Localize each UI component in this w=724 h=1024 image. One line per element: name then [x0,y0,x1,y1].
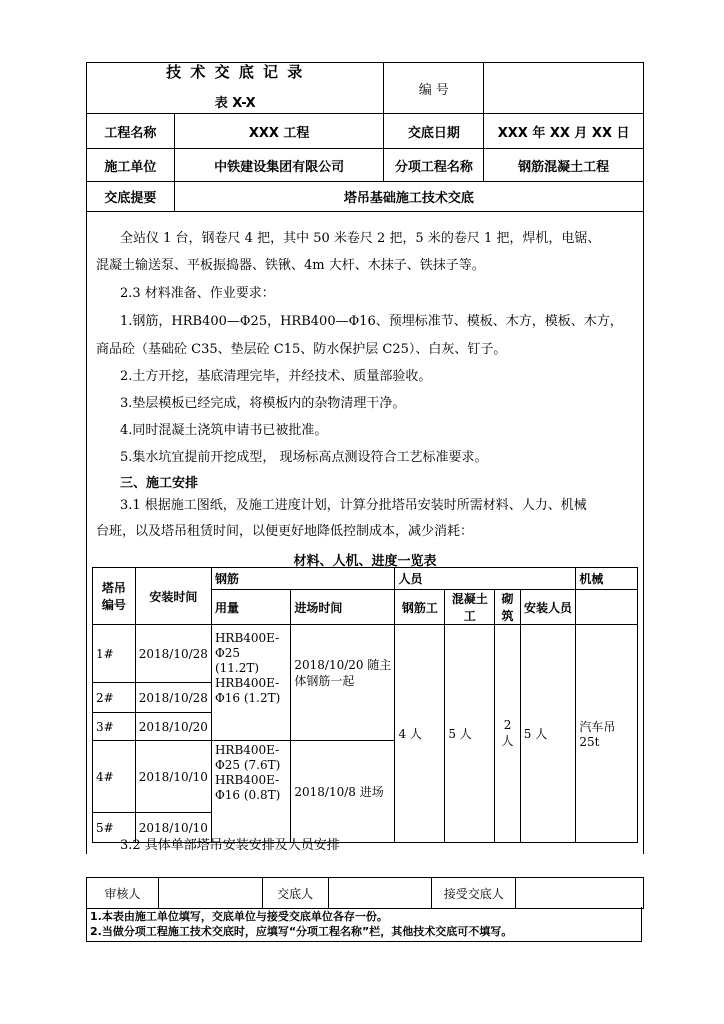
subproject-value[interactable]: 钢筋混凝土工程 [484,149,644,182]
crane-no-cell: 3# [93,713,136,741]
paragraph-equipment: 全站仪 1 台，钢卷尺 4 把，其中 50 米卷尺 2 把，5 米的卷尺 1 把，焊机，电锯、 [120,231,601,246]
install-time-cell: 2018/10/28 [135,625,211,683]
install-time-cell: 2018/10/20 [135,713,211,741]
entry-time-cell-a: 2018/10/20 随主体钢筋一起 [291,625,395,741]
crane-no-cell: 2# [93,683,136,713]
document-title: 技 术 交 底 记 录 [166,63,305,81]
crane-no-cell: 4# [93,741,136,813]
table-title: 材料、人机、进度一览表 [293,554,437,569]
masons-cell: 2 人 [495,625,521,843]
unit-label: 施工单位 [87,149,175,182]
installers-cell: 5 人 [520,625,576,843]
code-label: 编 号 [384,63,484,114]
note-1: 1.本表由施工单位填写，交底单位与接受交底单位各存一份。 [90,910,388,923]
header-people: 人员 [395,568,576,590]
install-time-cell: 2018/10/28 [135,683,211,713]
paragraph-materials-heading: 2.3 材料准备、作业要求： [120,286,275,301]
note-2: 2.当做分项工程施工技术交底时，应填写“分项工程名称”栏，其他技术交底可不填写。 [90,925,513,938]
code-value[interactable] [484,63,644,114]
paragraph-plan: 3.1 根据施工图纸，及施工进度计划，计算分批塔吊安装时所需材料、人力、机械 [120,498,587,513]
date-label: 交底日期 [384,114,484,149]
paragraph-sump: 5.集水坑宜提前开挖成型， 现场标高点测设符合工艺标准要求。 [120,450,488,465]
crane-no-cell: 5# [93,813,136,843]
header-installer: 安装人员 [520,590,576,625]
section-heading-arrangement: 三、施工安排 [120,476,199,491]
discloser-field[interactable] [328,878,432,909]
unit-value[interactable]: 中铁建设集团有限公司 [174,149,384,182]
project-label: 工程名称 [87,114,175,149]
amount-cell-a: HRB400E-Φ25 (11.2T) HRB400E-Φ16 (1.2T) [211,625,290,741]
header-crane-no: 塔吊编号 [93,568,136,625]
summary-label: 交底提要 [87,182,175,212]
machine-cell: 汽车吊 25t [576,625,638,843]
concrete-workers-cell: 5 人 [445,625,495,843]
paragraph-plan-cont: 台班，以及塔吊租赁时间，以便更好地降低控制成本，减少消耗： [96,524,474,539]
receiver-label: 接受交底人 [432,878,516,909]
subproject-label: 分项工程名称 [384,149,484,182]
receiver-field[interactable] [516,878,644,909]
paragraph-approval: 4.同时混凝土浇筑申请书已被批准。 [120,423,328,438]
header-entry-time: 进场时间 [291,590,395,625]
reviewer-field[interactable] [158,878,262,909]
header-concrete-worker: 混凝土工 [445,590,495,625]
paragraph-schedule: 3.2 具体单部塔吊安装安排及人员安排 [120,838,340,853]
materials-table [92,567,638,843]
header-steel: 钢筋 [211,568,395,590]
paragraph-rebar: 1.钢筋，HRB400—Φ25，HRB400—Φ16、预埋标准节、模板、木方，模板、木方， [120,314,623,329]
header-install-time: 安装时间 [135,568,211,625]
header-amount: 用量 [211,590,290,625]
header-mason: 砌筑 [495,590,521,625]
amount-cell-b: HRB400E-Φ25 (7.6T) HRB400E-Φ16 (0.8T) [211,741,290,843]
signature-table [86,877,644,909]
paragraph-excavation: 2.土方开挖，基底清理完毕，并经技术、质量部验收。 [120,369,432,384]
install-time-cell: 2018/10/10 [135,741,211,813]
notes-box [86,907,642,942]
header-machine: 机械 [576,568,638,590]
title-cell [87,63,384,114]
date-value[interactable]: XXX 年 XX 月 XX 日 [484,114,644,149]
header-rebar-worker: 钢筋工 [395,590,445,625]
form-number: 表 X-X [214,96,256,111]
header-machine-blank [576,590,638,625]
paragraph-equipment-cont: 混凝土输送泵、平板振捣器、铁锹、4m 大杆、木抹子、铁抹子等。 [96,258,485,273]
reviewer-label: 审核人 [87,878,159,909]
entry-time-cell-b: 2018/10/8 进场 [291,741,395,843]
discloser-label: 交底人 [262,878,328,909]
summary-value[interactable]: 塔吊基础施工技术交底 [174,182,643,212]
rebar-workers-cell: 4 人 [395,625,445,843]
paragraph-rebar-cont: 商品砼（基础砼 C35、垫层砼 C15、防水保护层 C25）、白灰、钉子。 [96,342,507,357]
paragraph-formwork: 3.垫层模板已经完成，将模板内的杂物清理干净。 [120,396,406,411]
crane-no-cell: 1# [93,625,136,683]
table-row [93,625,638,683]
install-time-cell: 2018/10/10 [135,813,211,843]
project-value[interactable]: XXX 工程 [174,114,384,149]
header-table [86,62,644,212]
